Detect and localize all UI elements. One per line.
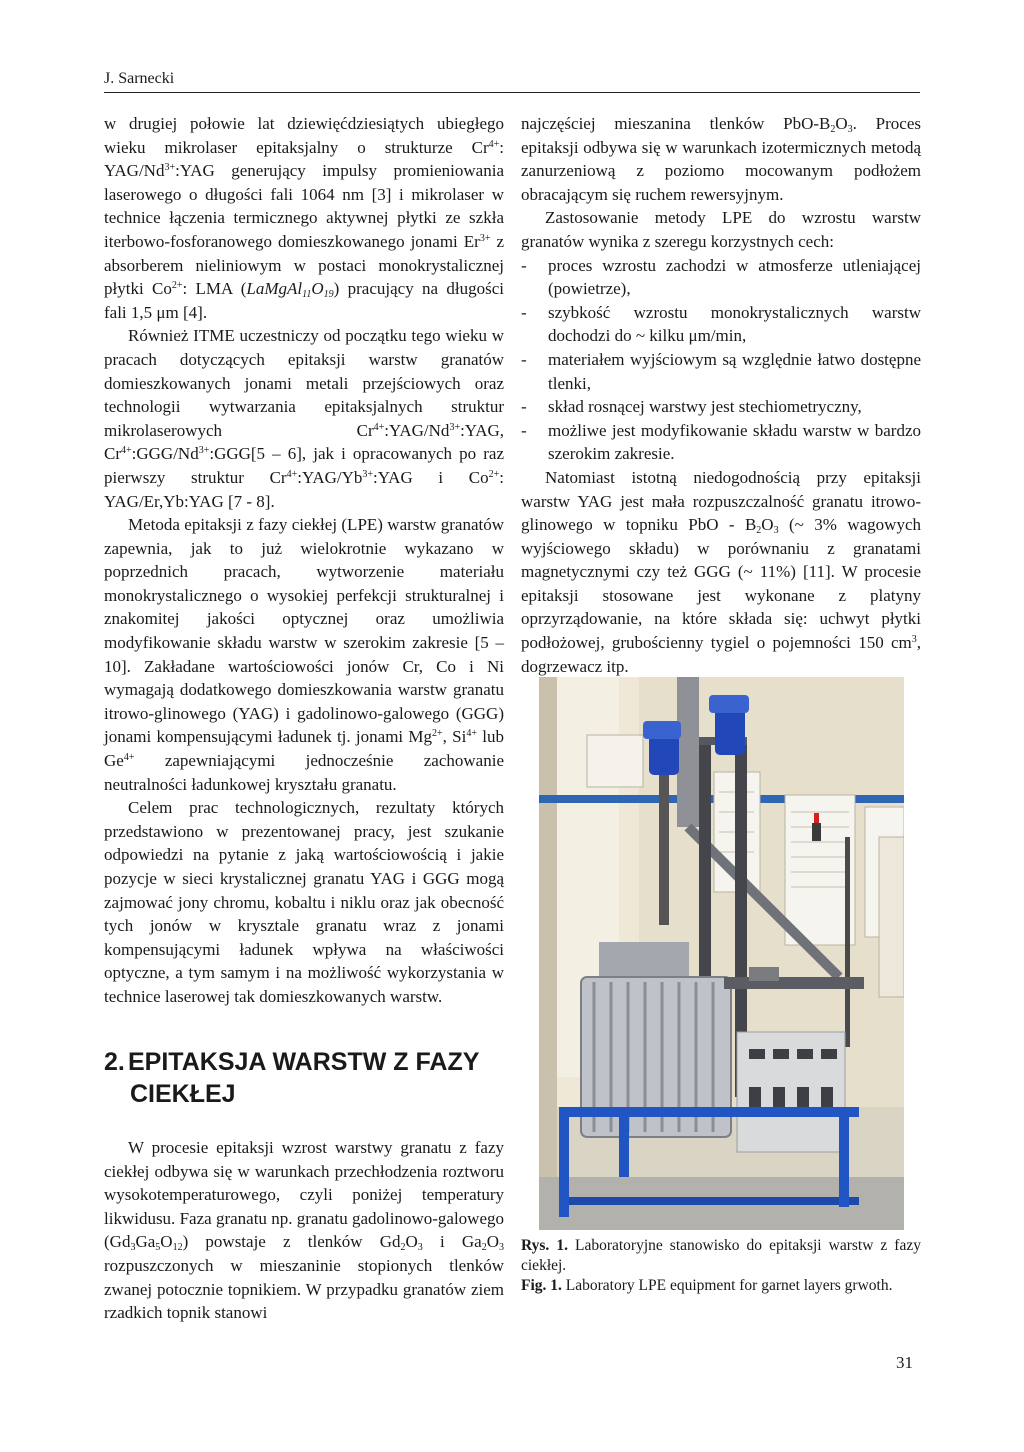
section-number: 2.	[104, 1048, 125, 1076]
section-heading	[104, 1046, 504, 1110]
left-column	[104, 112, 504, 1009]
paragraph-2: Również ITME uczestniczy od początku tego wieku w pracach dotyczących epitaksji warstw granatów domieszkowanych jonami metali przejściowych oraz technologii wytwarzania epitaksjalnych struktur mikrolaserowych $Cr^{4+}:YAG/Nd^{3+}:YAG$, $Cr^{4+}:GGG/Nd^{3+}:GGG[5 - 6]$, jak i opracowanych po raz pierwszy struktur $Cr^{4+}:YAG/Yb^{3+}:YAG$ i $Co^{2+}$: YAG/Er,Yb:YAG [7 - 8].	[104, 326, 504, 511]
paragraph-4: Celem prac technologicznych, rezultaty których przedstawiono w prezentowanej pracy, jest szukanie odpowiedzi na pytanie z jaką wartościowością i jakie pozycje w sieci krystalicznej granatu YAG i GGG mogą zajmować jony chromu, kobaltu i niklu oraz jak obecność tych jonów w krysztale granatu wraz z jonami kompensującymi ładunek wpływa na właściwości optyczne, a tym samym i na możliwość wykorzystania w technice laserowej tak domieszkowanych warstw.	[104, 798, 504, 1006]
feature-list	[521, 254, 921, 466]
list-item: - materiałem wyjściowym są względnie łatwo dostępne tlenki,	[521, 348, 921, 395]
figure-caption	[521, 1236, 921, 1296]
caption-polish: Rys. 1. Laboratoryjne stanowisko do epitaksji warstw z fazy ciekłej.	[521, 1237, 921, 1274]
section-title-line2: CIEKŁEJ	[130, 1080, 236, 1108]
header-rule	[104, 92, 920, 93]
running-header-author: J. Sarnecki	[104, 70, 175, 87]
section-title-line1: EPITAKSJA WARSTW Z FAZY	[128, 1048, 480, 1076]
right-paragraph-2: Zastosowanie metody LPE do wzrostu warstw granatów wynika z szeregu korzystnych cech:	[521, 208, 921, 251]
page-number: 31	[896, 1353, 913, 1372]
list-item: - skład rosnącej warstwy jest stechiometryczny,	[521, 395, 921, 419]
list-item: - proces wzrostu zachodzi w atmosferze utleniającej (powietrze),	[521, 254, 921, 301]
paragraph-1: w drugiej połowie lat dziewięćdziesiątych ubiegłego wieku mikrolaser epitaksjalny o strukturze $Cr^{4+}$: YAG/$Nd^{3+}:YAG$ generujący impulsy promieniowania laserowego o długości fali 1064 nm [3] i mikrolaser w technice łączenia termicznego aktywnej płytki ze szkła iterbowo-fosforanowego domieszkowanego jonami $Er^{3+}$ z absorberem nieliniowym w postaci monokrystalicznej płytki $Co^{2+}$: LMA $(LaMgAl_{11}O_{19})$ pracujący na długości fali 1,5 μm [4].	[104, 114, 505, 322]
equipment-illustration	[539, 677, 904, 1230]
section-body	[104, 1136, 504, 1325]
caption-english: Fig. 1. Laboratory LPE equipment for garnet layers grwoth.	[521, 1277, 893, 1294]
list-item: - możliwe jest modyfikowanie składu warstw w bardzo szerokim zakresie.	[521, 419, 921, 466]
list-item: - szybkość wzrostu monokrystalicznych warstw dochodzi do ~ kilku μm/min,	[521, 301, 921, 348]
lpe-equipment-photo	[539, 677, 904, 1230]
right-paragraph-3: Natomiast istotną niedogodnością przy epitaksji warstw YAG jest mała rozpuszczalność granatu itrowo-glinowego w topniku PbO - $B_2O_3$ (~ 3% wagowych wyjściowego składu) w porównaniu z granatami magnetycznymi czy też GGG (~ 11%) [11]. W procesie epitaksji stosowane jest wykonane z platyny oprzyrządowanie, na które składa się: uchwyt płytki podłożowej, grubościenny tygiel o pojemności 150 $cm^3$, dogrzewacz itp.	[521, 467, 921, 676]
right-paragraph-1: najczęściej mieszanina tlenków PbO-$B_2O_3$. Proces epitaksji odbywa się w warunkach izotermicznych metodą zanurzeniową z poziomo mocowanym podłożem obracającym się ruchem rewersyjnym.	[521, 114, 921, 204]
paragraph-3: Metoda epitaksji z fazy ciekłej (LPE) warstw granatów zapewnia, jak to już wielokrotnie wykazano w poprzednich pracach, wytworzenie materiału monokrystalicznego o wysokiej perfekcji strukturalnej i znakomitej jakości optycznej oraz umożliwia modyfikowanie składu warstw w szerokim zakresie [5 – 10]. Zakładane wartościowości jonów Cr, Co i Ni wymagają dodatkowego domieszkowania warstw granatu itrowo-glinowego (YAG) i gadolinowo-galowego (GGG) jonami kompensującymi ładunek tj. jonami $Mg^{2+}$, $Si^{4+}$ lub $Ge^{4+}$ zapewniającymi jednocześnie zachowanie neutralności ładunkowej kryształu granatu.	[104, 515, 505, 794]
right-column	[521, 112, 921, 678]
section-paragraph-1: W procesie epitaksji wzrost warstwy granatu z fazy ciekłej odbywa się w warunkach przechłodzenia roztworu wysokotemperaturowego, czyli poniżej temperatury likwidusu. Faza granatu np. granatu gadolinowo-galowego $(Gd_3Ga_5O_{12})$ powstaje z tlenków $Gd_2O_3$ i $Ga_2O_3$ rozpuszczonych w mieszaninie stopionych tlenków zwanej potocznie topnikiem. W przypadku granatów ziem rzadkich topnik stanowi	[104, 1138, 505, 1323]
